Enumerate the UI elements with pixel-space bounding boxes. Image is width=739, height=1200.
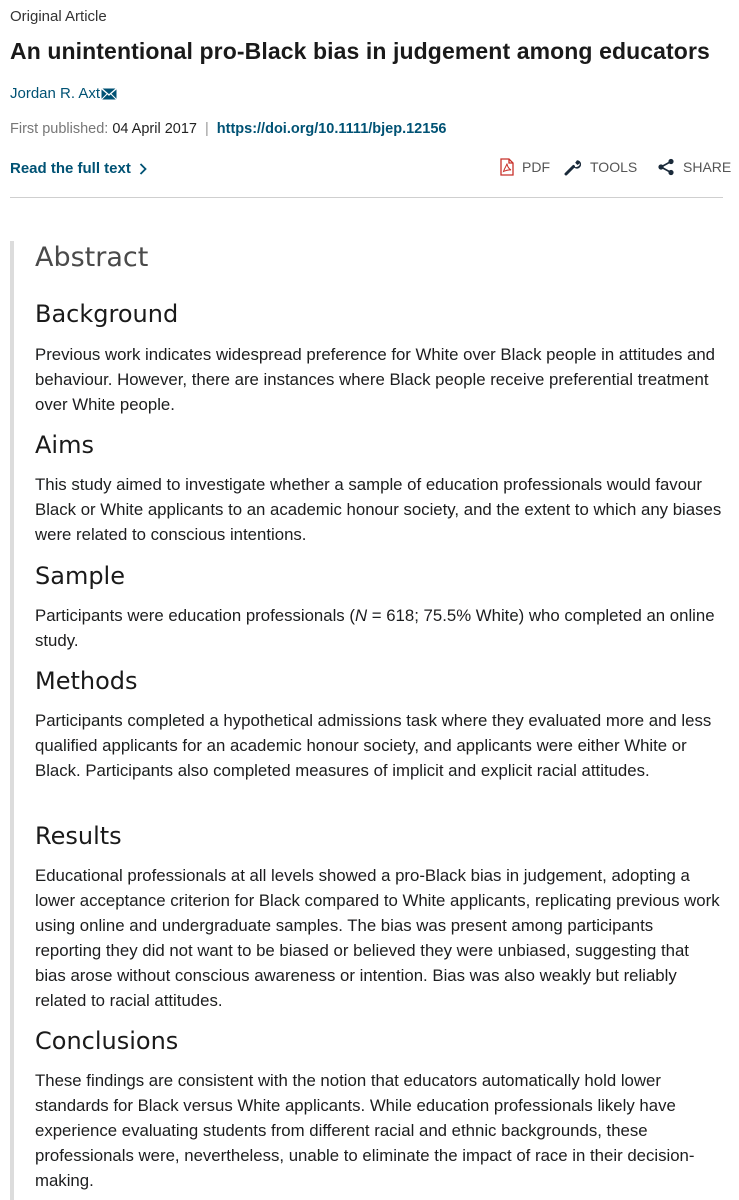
separator: | bbox=[204, 121, 209, 137]
pdf-icon bbox=[500, 158, 514, 176]
doi-link[interactable]: https://doi.org/10.1111/bjep.12156 bbox=[216, 121, 447, 137]
author-link[interactable]: Jordan R. Axt bbox=[10, 85, 101, 102]
section-body-methods: Participants completed a hypothetical admissions task where they evaluated more and less qualified applicants for an academic honour society, and applicants were either White or Black. Participants also completed measures of implicit and explicit racial attitudes. bbox=[35, 711, 712, 780]
share-icon bbox=[657, 158, 675, 176]
published-label: First published: bbox=[10, 121, 109, 137]
section-body-results: Educational professionals at all levels showed a pro-Black bias in judgement, adopting a lower acceptance criterion for Black compared to White applicants, replicating previous work using online and undergraduate samples. The bias was present among participants reporting they did not want to be biased or believed they were unbiased, suggesting that bias arose without conscious awareness or intention. Bias was also weakly but reliably related to racial attitudes. bbox=[35, 866, 720, 1010]
section-heading-methods: Methods bbox=[35, 667, 138, 695]
article-type: Original Article bbox=[10, 8, 107, 25]
section-heading-aims: Aims bbox=[35, 431, 94, 459]
sample-n-symbol: N bbox=[354, 606, 368, 625]
abstract-heading: Abstract bbox=[35, 242, 149, 273]
section-heading-results: Results bbox=[35, 822, 122, 850]
section-heading-conclusions: Conclusions bbox=[35, 1027, 179, 1055]
section-body-sample bbox=[35, 603, 723, 653]
section-body-conclusions: These findings are consistent with the notion that educators automatically hold lower standards for Black versus White applicants. While education professionals likely have experience evaluating students from different racial and ethnic backgrounds, these professionals were, nevertheless, unable to eliminate the impact of race in their decision-making. bbox=[35, 1071, 695, 1190]
header-divider bbox=[10, 197, 723, 198]
section-body-aims: This study aimed to investigate whether a sample of education professionals would favour Black or White applicants to an academic honour society, and the extent to which any biases were related to conscious intentions. bbox=[35, 475, 722, 544]
chevron-right-icon bbox=[139, 163, 147, 175]
article-title: An unintentional pro-Black bias in judgement among educators bbox=[10, 38, 710, 64]
pdf-label: PDF bbox=[522, 159, 550, 175]
author-line bbox=[10, 85, 117, 102]
publication-line bbox=[10, 121, 446, 137]
read-full-text-link[interactable] bbox=[10, 160, 147, 177]
section-heading-background: Background bbox=[35, 300, 179, 328]
sample-text-after: = 618; 75.5% White) who completed an online study. bbox=[35, 606, 715, 650]
pdf-button[interactable] bbox=[500, 158, 550, 176]
published-date: 04 April 2017 bbox=[112, 121, 197, 137]
sample-text-before: Participants were education professionals ( bbox=[35, 606, 355, 625]
envelope-icon[interactable] bbox=[101, 88, 117, 100]
section-heading-sample: Sample bbox=[35, 562, 125, 590]
abstract-panel bbox=[10, 241, 728, 1200]
share-button[interactable] bbox=[657, 158, 731, 176]
wrench-icon bbox=[564, 158, 582, 176]
share-label: SHARE bbox=[683, 159, 732, 175]
read-full-text-label: Read the full text bbox=[10, 160, 131, 177]
tools-button[interactable] bbox=[564, 158, 637, 176]
tools-label: TOOLS bbox=[590, 159, 638, 175]
section-body-background: Previous work indicates widespread preference for White over Black people in attitudes and behaviour. However, there are instances where Black people receive preferential treatment over White people. bbox=[35, 345, 716, 414]
